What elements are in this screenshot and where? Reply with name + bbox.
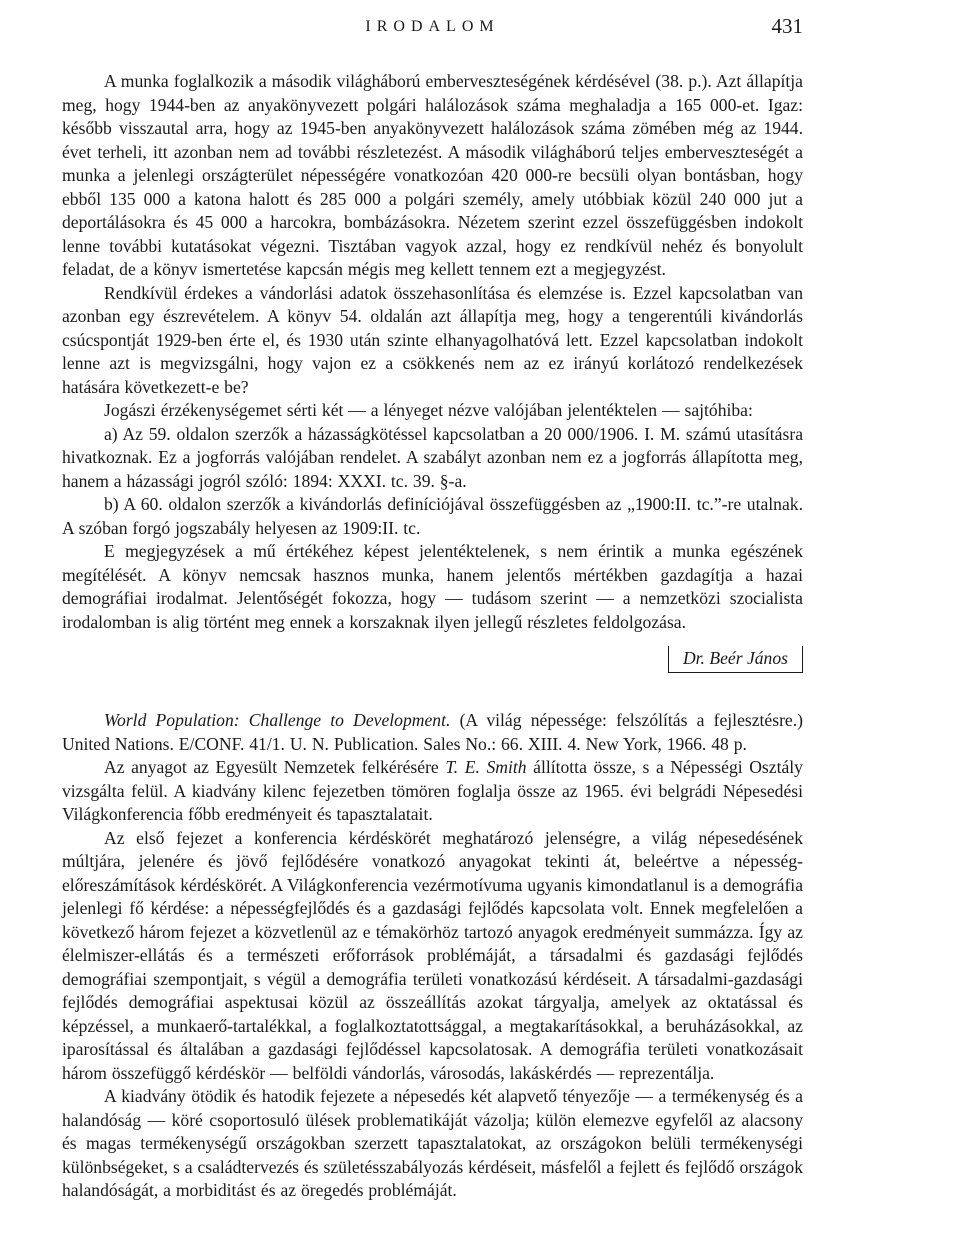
reviewer-signature: Dr. Beér János xyxy=(668,646,803,673)
review-intro-end: állította össze, s a Népességi Osztály vizsgálta felül. A kiadvány kilenc fejezetben tömören foglalja össze az 1965. évi belgrádi Népesedési Világkonferencia főbb eredményeit és tapasztalatait. xyxy=(62,757,803,824)
paragraph-misprints: Jogászi érzékenységemet sérti két — a lényeget nézve valójában jelentéktelen — sajtóhiba: xyxy=(104,400,753,420)
review-bibliographic-entry xyxy=(62,709,803,756)
paragraph-misprint-a: a) Az 59. oldalon szerzők a házasságkötéssel kapcsolatban a 20 000/1906. I. M. számú utasításra hivatkoznak. Ez a jogforrás valójában rendelet. A szabályt azonban nem ez a jogforrás állapította meg, hanem a házassági jogról szóló: 1894: XXXI. tc. 39. §-a. xyxy=(62,423,803,491)
paragraph-conclusion: E megjegyzések a mű értékéhez képest jelentéktelenek, s nem érintik a munka egészének megítélését. A könyv nemcsak hasznos munka, hanem jelentős mértékben gazdagítja a hazai demográfiai irodalmat. Jelentőségét fokozza, hogy — tudásom szerint — a nemzetközi szocialista irodalomban is alig történt meg ennek a korszaknak ilyen jellegű részletes feldolgozása. xyxy=(62,541,803,632)
review-intro-start: Az anyagot az Egyesült Nemzetek felkérésére xyxy=(104,757,446,777)
signature-block xyxy=(62,646,803,673)
book-details: (A világ népessége: felszólítás a fejlesztésre.) United Nations. E/CONF. 41/1. U. N. Publication. Sales No.: 66. XIII. 4. New York, 1966. 48 p. xyxy=(62,710,804,754)
review-intro xyxy=(62,756,803,827)
review-chapters-five-six: A kiadvány ötödik és hatodik fejezete a népesedés két alapvető tényezője — a termékenység és a halandóság — köré csoportosuló ülések problematikáját vázolja; külön elemezve egyfelől az alacsony és magas termékenységű országokban szerzett tapasztalatokat, az országokon belüli termékenységi különbségeket, s a családtervezés és születésszabályozás kérdéseit, másfelől a fejlett és fejlődő országok halandóságát, a morbiditást és az öregedés problémáját. xyxy=(62,1086,803,1200)
review-chapter-one: Az első fejezet a konferencia kérdéskörét meghatározó jelenségre, a világ népesedésének múltjára, jelenére és jövő fejlődésére vonatkozó anyagokat tekinti át, beleértve a népesség-előreszámítások kérdéskörét. A Világkonferencia vezérmotívuma ugyanis kimondatlanul is a demográfia jelenlegi fő kérdése: a népességfejlődés és a gazdasági fejlődés kapcsolata volt. Ennek megfelelően a következő három fejezet a közvetlenül az e témakörhöz tartozó anyagok eredményeit summázza. Így az élelmiszer-ellátás és a természeti erőforrások problémáját, a társadalmi és gazdasági fejlődés demográfiai szempontjait, s végül a demográfia területi vonatkozású kérdéseit. A társadalmi-gazdasági fejlődés demográfiai aspektusai közül az összeállítás azokat tárgyalja, amelyek az oktatással és képzéssel, a munkaerő-tartalékkal, a foglalkoztatottsággal, a megtakarításokkal, a beruházásokkal, az iparosítással és általában a gazdasági fejlődéssel kapcsolatosak. A demográfia területi vonatkozásait három összefüggő kérdéskör — belföldi vándorlás, városodás, lakáskérdés — reprezentálja. xyxy=(62,827,803,1083)
book-title: World Population: Challenge to Development. xyxy=(104,710,451,730)
running-head: IRODALOM xyxy=(365,18,500,35)
paragraph-migration: Rendkívül érdekes a vándorlási adatok összehasonlítása és elemzése is. Ezzel kapcsolatban van azonban egy észrevételem. A könyv 54. oldalán azt állapítja meg, hogy a tengerentúli kivándorlás csúcspontját 1929-ben érte el, és 1930 után szinte elhanyagolhatóvá lett. Ezzel kapcsolatban indokolt lenne azt is megvizsgálni, hogy vajon ez a csökkenés nem az ez irányú korlátozó rendelkezések hatására következett-e be? xyxy=(62,282,803,397)
article-body xyxy=(62,70,803,1203)
paragraph-war-losses: A munka foglalkozik a második világháború emberveszteségének kérdésével (38. p.). Azt állapítja meg, hogy 1944-ben az anyakönyvezett polgári halálozások száma meghaladja a 165 000-et. Igaz: később visszautal arra, hogy az 1945-ben anyakönyvezett halálozások száma zömében még az 1944. évet terheli, itt azonban nem ad további részletezést. A második világháború teljes emberveszteségét a munka a jelenlegi országterület népességére vonatkozóan 420 000-re becsüli olyan bontásban, hogy ebből 135 000 a katona halott és 285 000 a polgári személy, amely utóbbiak közül 240 000 jut a deportálásokra és 45 000 a harcokra, bombázásokra. Nézetem szerint ezzel összefüggésben indokolt lenne további kutatásokat végezni. Tisztában vagyok azzal, hogy ez rendkívül nehéz és bonyolult feladat, de a könyv ismertetése kapcsán mégis meg kellett tennem ezt a megjegyzést. xyxy=(62,71,803,279)
page-header xyxy=(62,14,803,44)
page-number: 431 xyxy=(771,14,803,38)
compiler-name: T. E. Smith xyxy=(445,757,527,777)
paragraph-misprint-b: b) A 60. oldalon szerzők a kivándorlás definíciójával összefüggésben az „1900:II. tc.”-re utalnak. A szóban forgó jogszabály helyesen az 1909:II. tc. xyxy=(62,494,803,538)
